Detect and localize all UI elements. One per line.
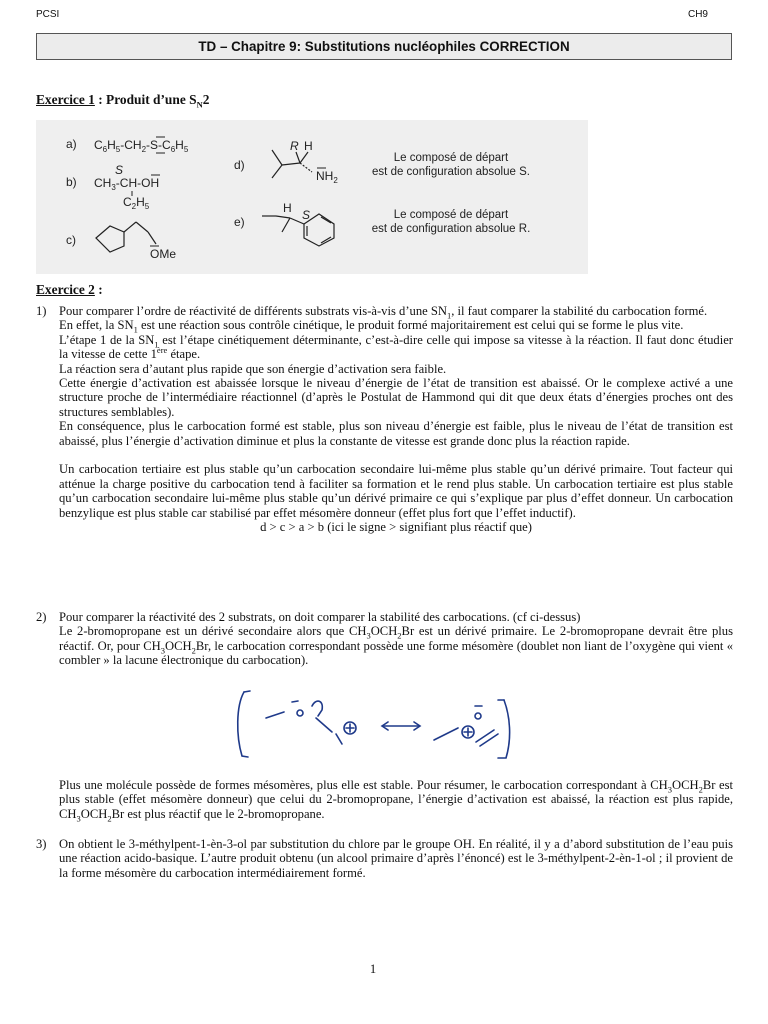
exercise-1-title-b: 2	[202, 92, 210, 107]
q1-paragraph-1: Pour comparer l’ordre de réactivité de différents substrats vis-à-vis d’une $SN_1$, il faut comparer la stabilité du carbocation formé.	[59, 304, 708, 321]
q2-paragraph-2: Le 2-bromopropane est un dérivé secondaire alors que $CH_3OCH_2Br$ est un dérivé primaire. Le 2-bromopropane devrait être plus réactif. Or, pour $CH_3OCH_2Br$, le carbocation correspondant possède une forme mésomère (doublet non liant de l’oxygène qui vient « combler » la lacune électronique du carbocation).	[59, 624, 733, 668]
item-c-label: c)	[66, 233, 76, 247]
header-class-label: PCSI	[36, 9, 60, 20]
item-a-label: a)	[66, 137, 77, 151]
q1-paragraph-4: La réaction sera d’autant plus rapide que son énergie d’activation sera faible.	[59, 361, 447, 376]
item-e-note-2: est de configuration absolue R.	[371, 223, 531, 235]
question-3	[36, 837, 733, 880]
exercise-1-heading	[36, 92, 209, 108]
header-chapter-label: CH9	[687, 9, 708, 20]
item-c-group: OMe	[150, 247, 177, 261]
question-2-conclusion	[36, 778, 733, 824]
item-d-NH2: $NH_2$	[316, 169, 338, 185]
exercise-1-title-a: : Produit d’une S	[94, 92, 197, 107]
item-d-label: d)	[234, 158, 245, 172]
item-e-structure	[262, 214, 334, 246]
q3-paragraph-1: On obtient le 3-méthylpent-1-èn-3-ol par substitution du chlore par le groupe OH. En réalité, il y a d’abord substitution de l’eau puis une réaction acido-basique. L’autre produit obtenu (un alcool primaire d’après l’énoncé) est le 3-méthylpent-2-èn-1-ol ; il provient de la forme mésomère du carbocation intermédiairement formé.	[59, 837, 733, 880]
exercise-1-label: Exercice 1	[36, 92, 95, 107]
item-d-note-2: est de configuration absolue S.	[372, 166, 530, 178]
q1-paragraph-3: L’étape 1 de la $SN_1$ est l’étape cinétiquement déterminante, c’est-à-dire celle qui impose sa vitesse à la réaction. Il faut donc étudier la vitesse de cette 1ère étape.	[59, 332, 733, 362]
question-3-number: 3)	[36, 837, 47, 851]
item-b-stereo: S	[115, 163, 124, 177]
item-d-H: H	[304, 139, 313, 153]
page-title-text: TD – Chapitre 9: Substitutions nucléophiles CORRECTION	[198, 39, 570, 54]
item-d-structure	[272, 150, 312, 178]
item-b-formula: $CH_3-CH-OH$	[94, 176, 160, 192]
item-c-structure	[96, 222, 156, 252]
item-e-note-1: Le composé de départ	[393, 209, 509, 221]
item-a-formula: $C_6H_5-CH_2-S-C_6H_5$	[94, 138, 189, 154]
question-1-number: 1)	[36, 304, 47, 318]
exercise-2-colon: :	[94, 282, 103, 297]
exercise-2-heading	[36, 282, 103, 298]
exercise-2-label: Exercice 2	[36, 282, 95, 297]
q1-paragraph-7: Un carbocation tertiaire est plus stable qu’un carbocation secondaire lui-même plus stable qu’un dérivé primaire. Tout facteur qui atténue la charge positive du carbocation tend à faciliter sa formation et le rend plus stable. Un carbocation tertiaire est plus stable qu’un carbocation secondaire lui-même plus stable qu’un dérivé primaire ce qui s’explique par plus d’effet donneur. Un carbocation benzylique est plus stable car stabilisé par effet mésomère donneur (effet plus fort que l’effet inductif).	[59, 462, 733, 520]
question-2-number: 2)	[36, 610, 47, 624]
q2-paragraph-3: Plus une molécule possède de formes mésomères, plus elle est stable. Pour résumer, le carbocation correspondant à $CH_3OCH_2Br$ est plus stable (effet mésomère donneur) que celui du 2-bromopropane, l’énergie d’activation est abaissé, la réaction est plus rapide, $CH_3OCH_2Br$ est plus réactif que le 2-bromopropane.	[59, 778, 733, 824]
q1-paragraph-5: Cette énergie d’activation est abaissée lorsque le niveau d’énergie de l’état de transition est abaissé. Or le complexe activé a une structure proche de l’intermédiaire réactionnel (d’après le Postulat de Hammond qui dit que deux états d’énergies proches ont des structures semblables).	[59, 376, 733, 419]
page-title	[36, 33, 732, 60]
item-b-branch: $C_2H_5$	[123, 195, 150, 211]
item-b-label: b)	[66, 175, 77, 189]
mesomery-sketch	[232, 686, 524, 766]
item-d-R: R	[290, 139, 299, 153]
q2-paragraph-1: Pour comparer la réactivité des 2 substrats, on doit comparer la stabilité des carbocations. (cf ci-dessus)	[59, 610, 581, 624]
item-e-S: S	[302, 208, 311, 222]
item-e-H: H	[283, 201, 292, 215]
q1-paragraph-2: En effet, la $SN_1$ est une réaction sous contrôle cinétique, le produit formé majoritairement est celui qui se forme le plus vite.	[59, 318, 684, 335]
exercise-1-figure	[36, 120, 588, 274]
question-1	[36, 304, 733, 534]
item-e-label: e)	[234, 215, 245, 229]
q1-paragraph-6: En conséquence, plus le carbocation formé est stable, plus son niveau d’énergie est faible, plus le niveau de l’état de transition est abaissé, plus l’énergie d’activation diminue et plus la constante de vitesse est grande donc plus la réaction rapide.	[59, 419, 733, 448]
item-d-note-1: Le composé de départ	[393, 152, 509, 164]
question-2	[36, 610, 733, 668]
exercise-1-title-sub: N	[196, 99, 203, 110]
page-number: 1	[369, 962, 377, 976]
q1-reactivity-order: d > c > a > b (ici le signe > signifiant plus réactif que)	[260, 520, 532, 535]
